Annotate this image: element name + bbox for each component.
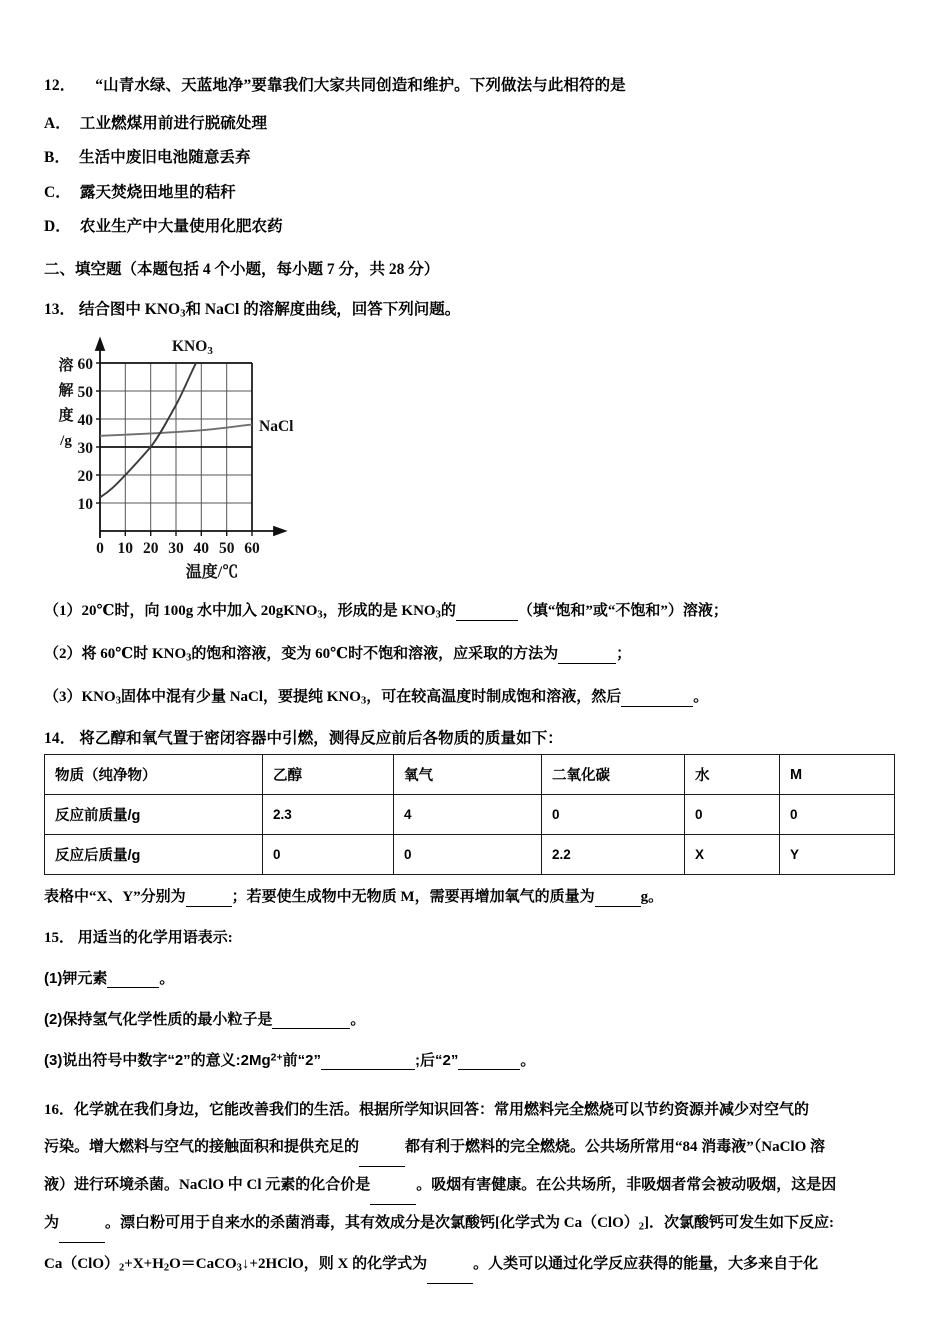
line-2-part-b: 都有利于燃料的完全燃烧。公共场所常用“84 消毒液”（NaClO 溶 — [405, 1139, 826, 1156]
question-15-item-2 — [44, 1008, 906, 1029]
line-2-part-a: 污染。增大燃料与空气的接触面积和提供充足的 — [44, 1139, 360, 1156]
line-3-part-a: 液）进行环境杀菌。NaClO 中 Cl 元素的化合价是 — [44, 1177, 371, 1194]
option-b-text: 生活中废旧电池随意丢弃 — [79, 149, 251, 166]
item-1-prefix: (1)钾元素 — [44, 970, 108, 988]
question-12-number: 12． — [44, 77, 76, 94]
sub-3-sub-1: 3 — [360, 695, 367, 707]
svg-text:度: 度 — [58, 407, 74, 424]
sub-2-part-0: 将 60℃时 KNO — [81, 645, 187, 662]
question-14-stem-text: 将乙醇和氧气置于密闭容器中引燃，测得反应前后各物质的质量如下： — [79, 729, 563, 747]
followup-part-2: g。 — [640, 889, 664, 906]
table-cell-after-co2: 2.2 — [542, 835, 685, 875]
sub-1-sub-0: 3 — [317, 609, 323, 621]
line-5-sub-3: 3 — [236, 1261, 242, 1273]
option-c-letter: C． — [44, 183, 71, 201]
sub-2-label: （2） — [44, 645, 82, 662]
kno3-subscript: 3 — [180, 306, 186, 319]
sub-3-part-0: KNO — [81, 688, 116, 705]
table-cell-water: 水 — [685, 755, 780, 795]
svg-text:10: 10 — [77, 495, 93, 513]
table-row-before — [45, 795, 895, 835]
table-cell-after-m: Y — [780, 835, 895, 875]
answer-blank-15-3a[interactable] — [321, 1052, 415, 1070]
answer-blank-13-1[interactable] — [456, 603, 518, 621]
question-13-sub-1 — [44, 599, 906, 621]
option-a-letter: A． — [44, 114, 71, 132]
question-16-number: 16． — [44, 1102, 75, 1119]
question-16-line-3 — [44, 1167, 914, 1205]
question-12-option-a — [44, 116, 906, 132]
series-label-kno3: KNO3 — [172, 337, 213, 357]
chart-x-axis — [100, 527, 285, 535]
question-13-stem-post: 和 NaCl 的溶解度曲线，回答下列问题。 — [185, 300, 461, 318]
table-cell-oxygen: 氧气 — [394, 755, 542, 795]
option-b-letter: B． — [44, 149, 71, 166]
svg-text:解: 解 — [58, 382, 74, 399]
item-1-suffix: 。 — [159, 970, 175, 988]
answer-blank-13-3[interactable] — [621, 689, 693, 707]
svg-text:60: 60 — [77, 355, 93, 373]
svg-text:30: 30 — [77, 439, 93, 457]
question-13-number: 13． — [44, 300, 76, 318]
svg-text:/g: /g — [60, 432, 72, 449]
line-5-part-a: Ca（ClO） — [44, 1255, 120, 1272]
question-16-line-1-text: 化学就在我们身边，它能改善我们的生活。根据所学知识回答：常用燃料完全燃烧可以节约资源并减少对空气的 — [74, 1102, 810, 1119]
item-2-prefix: (2)保持氢气化学性质的最小粒子是 — [44, 1011, 273, 1029]
table-row-header — [45, 755, 895, 795]
line-5-part-c: O＝CaCO — [169, 1255, 237, 1272]
question-16-line-2 — [44, 1129, 914, 1167]
answer-blank-16-3[interactable] — [59, 1205, 105, 1243]
question-13-sub-2 — [44, 642, 906, 664]
sub-3-part-5: 。 — [693, 688, 709, 705]
table-cell-before-oxygen: 4 — [394, 795, 542, 835]
line-5-sub-1: 2 — [119, 1261, 125, 1273]
chart-y-axis-label — [58, 356, 73, 449]
table-cell-before-co2: 0 — [542, 795, 685, 835]
question-15-item-3 — [44, 1049, 906, 1070]
svg-text:20: 20 — [77, 467, 93, 485]
sub-3-label: （3） — [44, 688, 82, 705]
table-cell-after-label: 反应后质量/g — [45, 835, 263, 875]
section-2-heading: 二、填空题（本题包括 4 个小题，每小题 7 分，共 28 分） — [44, 260, 440, 278]
item-3-mid: 前“2” — [282, 1052, 321, 1070]
answer-blank-13-2[interactable] — [558, 646, 616, 664]
question-15-number: 15． — [44, 930, 75, 947]
svg-text:20: 20 — [142, 539, 159, 557]
mass-change-table — [44, 754, 895, 875]
line-5-part-e: 。人类可以通过化学反应获得的能量，大多来自于化 — [473, 1255, 819, 1272]
table-cell-before-m: 0 — [780, 795, 895, 835]
table-cell-after-oxygen: 0 — [394, 835, 542, 875]
question-13-stem-pre: 结合图中 KNO — [78, 300, 181, 318]
series-kno3-curve — [100, 363, 196, 497]
item-3-superscript: 2+ — [270, 1051, 283, 1064]
question-12 — [44, 78, 906, 94]
chart-y-axis — [96, 339, 104, 538]
sub-1-part-0: 20℃时，向 100g 水中加入 20gKNO — [81, 602, 318, 619]
sub-3-part-2: 固体中混有少量 NaCl，要提纯 KNO — [120, 688, 361, 705]
answer-blank-15-1[interactable] — [107, 970, 159, 988]
question-15-stem — [44, 926, 906, 947]
question-16-line-5 — [44, 1246, 914, 1286]
question-13-stem — [44, 297, 906, 319]
chart-svg — [52, 333, 352, 583]
question-12-stem: “山青水绿、天蓝地净”要靠我们大家共同创造和维护。下列做法与此相符的是 — [95, 77, 626, 94]
sub-1-sub-1: 3 — [435, 609, 441, 621]
svg-text:40: 40 — [77, 411, 93, 429]
sub-1-part-5: （填“饱和”或“不饱和”）溶液； — [517, 602, 728, 619]
svg-text:60: 60 — [244, 539, 260, 557]
sub-2-sub-0: 3 — [186, 652, 192, 664]
option-d-text: 农业生产中大量使用化肥农药 — [79, 218, 283, 235]
question-15-stem-text: 用适当的化学用语表示: — [77, 930, 233, 947]
question-14-followup — [44, 885, 906, 907]
line-5-part-b: +X+H — [124, 1255, 164, 1272]
line-4-part-a: 为 — [44, 1215, 60, 1232]
svg-text:40: 40 — [193, 539, 210, 557]
option-c-text: 露天焚烧田地里的秸秆 — [79, 183, 236, 201]
question-16-line-1 — [44, 1092, 914, 1129]
sub-2-part-3: ； — [616, 645, 632, 662]
question-13-sub-3 — [44, 685, 906, 707]
sub-1-label: （1） — [44, 602, 82, 619]
line-4-part-b: 。漂白粉可用于自来水的杀菌消毒，其有效成分是次氯酸钙[化学式为 Ca（ClO） — [105, 1215, 639, 1232]
answer-blank-16-4[interactable] — [427, 1246, 473, 1284]
table-cell-before-ethanol: 2.3 — [263, 795, 394, 835]
table-cell-after-water: X — [685, 835, 780, 875]
sub-1-part-4: 的 — [440, 602, 456, 619]
sub-3-sub-0: 3 — [115, 695, 121, 707]
item-3-mid2: ;后“2” — [415, 1052, 459, 1070]
table-cell-carbon-dioxide: 二氧化碳 — [542, 755, 685, 795]
sub-3-part-4: ，可在较高温度时制成饱和溶液，然后 — [366, 688, 622, 705]
svg-text:30: 30 — [168, 539, 184, 557]
chart-y-tick-labels — [78, 356, 94, 513]
followup-part-1: ；若要使生成物中无物质 M，需要再增加氧气的质量为 — [231, 889, 595, 906]
chart-x-tick-labels — [96, 540, 260, 557]
option-d-letter: D． — [44, 218, 71, 235]
question-14-number: 14． — [44, 729, 76, 747]
svg-text:0: 0 — [96, 539, 104, 557]
svg-text:溶: 溶 — [58, 357, 74, 374]
svg-text:50: 50 — [218, 539, 235, 557]
line-5-sub-2: 2 — [163, 1261, 170, 1273]
table-cell-m: M — [780, 755, 895, 795]
table-cell-before-water: 0 — [685, 795, 780, 835]
solubility-curve-chart — [52, 333, 352, 583]
item-3-suffix: 。 — [520, 1052, 536, 1070]
line-4-part-c: ]．次氯酸钙可发生如下反应: — [644, 1215, 835, 1232]
question-14-stem — [44, 731, 906, 747]
page-content — [44, 78, 906, 1286]
followup-part-0: 表格中“X、Y”分别为 — [44, 889, 186, 906]
sub-2-part-2: 的饱和溶液，变为 60℃时不饱和溶液，应采取的方法为 — [191, 645, 559, 662]
question-12-option-c — [44, 185, 906, 201]
option-a-text: 工业燃煤用前进行脱硫处理 — [79, 114, 268, 132]
svg-text:50: 50 — [77, 383, 93, 401]
answer-blank-14-1[interactable] — [186, 889, 232, 907]
table-cell-before-label: 反应前质量/g — [45, 795, 263, 835]
table-cell-after-ethanol: 0 — [263, 835, 394, 875]
svg-text:10: 10 — [117, 539, 134, 557]
item-3-prefix: (3)说出符号中数字“2”的意义:2Mg — [44, 1052, 271, 1070]
line-5-part-d: ↓+2HClO，则 X 的化学式为 — [241, 1255, 428, 1272]
answer-blank-15-2[interactable] — [272, 1011, 350, 1029]
question-16 — [44, 1092, 914, 1286]
chart-x-axis-label: 温度/℃ — [185, 563, 239, 581]
line-3-part-b: 。吸烟有害健康。在公共场所，非吸烟者常会被动吸烟，这是因 — [416, 1177, 837, 1194]
question-12-option-d — [44, 219, 906, 235]
question-16-line-4 — [44, 1205, 914, 1245]
question-12-option-b — [44, 150, 906, 166]
table-row-after — [45, 835, 895, 875]
line-4-subscript: 2 — [638, 1221, 645, 1233]
question-15-item-1 — [44, 967, 906, 988]
answer-blank-16-1[interactable] — [359, 1129, 405, 1167]
answer-blank-14-2[interactable] — [595, 889, 641, 907]
table-cell-substance-label: 物质（纯净物） — [45, 755, 263, 795]
series-label-nacl: NaCl — [259, 417, 294, 435]
table-cell-ethanol: 乙醇 — [263, 755, 394, 795]
answer-blank-16-2[interactable] — [370, 1167, 416, 1205]
item-2-suffix: 。 — [350, 1011, 366, 1029]
sub-1-part-2: ，形成的是 KNO — [322, 602, 436, 619]
answer-blank-15-3b[interactable] — [458, 1052, 520, 1070]
